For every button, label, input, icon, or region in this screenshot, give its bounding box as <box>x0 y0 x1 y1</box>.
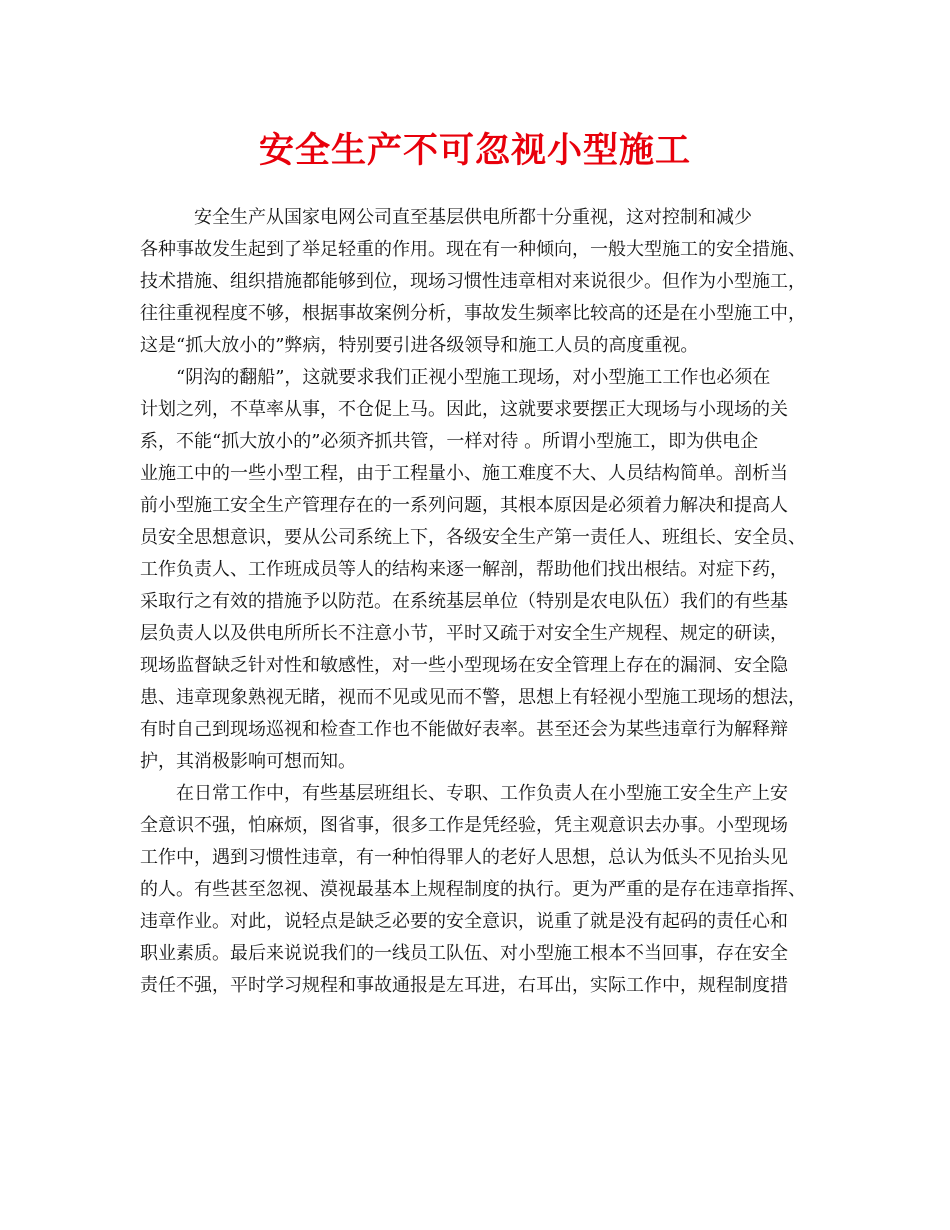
paragraph-1 <box>140 202 826 362</box>
text-line: 职业素质。最后来说说我们的一线员工队伍、对小型施工根本不当回事，存在安全 <box>140 943 788 964</box>
text-line: 现场监督缺乏针对性和敏感性，对一些小型现场在安全管理上存在的漏洞、安全隐 <box>140 655 788 676</box>
text-line: 患、违章现象熟视无睹，视而不见或见而不警，思想上有轻视小型施工现场的想法， <box>140 687 806 708</box>
paragraph-3 <box>140 778 826 1002</box>
document-title: 安全生产不可忽视小型施工 <box>258 130 691 171</box>
text-line: “阴沟的翻船”，这就要求我们正视小型施工现场，对小型施工工作也必须在 <box>140 367 771 388</box>
text-line: 的人。有些甚至忽视、漠视最基本上规程制度的执行。更为严重的是存在违章指挥、 <box>140 879 806 900</box>
text-line: 有时自己到现场巡视和检查工作也不能做好表率。甚至还会为某些违章行为解释辩 <box>140 719 788 740</box>
text-line: 计划之列，不草率从事，不仓促上马。因此，这就要求要摆正大现场与小现场的关 <box>140 399 788 420</box>
text-line: 工作负责人、工作班成员等人的结构来逐一解剖，帮助他们找出根结。对症下药， <box>140 559 788 580</box>
document-body <box>140 202 826 1002</box>
text-line: 往往重视程度不够，根据事故案例分析，事故发生频率比较高的还是在小型施工中， <box>140 303 806 324</box>
text-line: 全意识不强，怕麻烦，图省事，很多工作是凭经验，凭主观意识去办事。小型现场 <box>140 815 788 836</box>
text-line: 业施工中的一些小型工程，由于工程量小、施工难度不大、人员结构简单。剖析当 <box>140 463 788 484</box>
text-line: 责任不强，平时学习规程和事故通报是左耳进，右耳出，实际工作中，规程制度措 <box>140 975 788 996</box>
text-line: 工作中，遇到习惯性违章，有一种怕得罪人的老好人思想，总认为低头不见抬头见 <box>140 847 788 868</box>
text-line: 前小型施工安全生产管理存在的一系列问题，其根本原因是必须着力解决和提高人 <box>140 495 788 516</box>
text-line: 违章作业。对此，说轻点是缺乏必要的安全意识，说重了就是没有起码的责任心和 <box>140 911 788 932</box>
text-line: 在日常工作中，有些基层班组长、专职、工作负责人在小型施工安全生产上安 <box>140 783 788 804</box>
text-line: 员安全思想意识，要从公司系统上下，各级安全生产第一责任人、班组长、安全员、 <box>140 527 806 548</box>
text-line: 安全生产从国家电网公司直至基层供电所都十分重视，这对控制和减少 <box>140 207 752 228</box>
text-line: 护，其消极影响可想而知。 <box>140 751 356 772</box>
text-line: 采取行之有效的措施予以防范。在系统基层单位（特别是农电队伍）我们的有些基 <box>140 591 788 612</box>
text-line: 层负责人以及供电所所长不注意小节，平时又疏于对安全生产规程、规定的研读， <box>140 623 788 644</box>
text-line: 这是“抓大放小的”弊病，特别要引进各级领导和施工人员的高度重视。 <box>140 335 699 356</box>
text-line: 系，不能“抓大放小的”必须齐抓共管，一样对待 。所谓小型施工，即为供电企 <box>140 431 759 452</box>
paragraph-2 <box>140 362 826 778</box>
text-line: 各种事故发生起到了举足轻重的作用。现在有一种倾向，一般大型施工的安全措施、 <box>140 239 806 260</box>
text-line: 技术措施、组织措施都能够到位，现场习惯性违章相对来说很少。但作为小型施工， <box>140 271 806 292</box>
